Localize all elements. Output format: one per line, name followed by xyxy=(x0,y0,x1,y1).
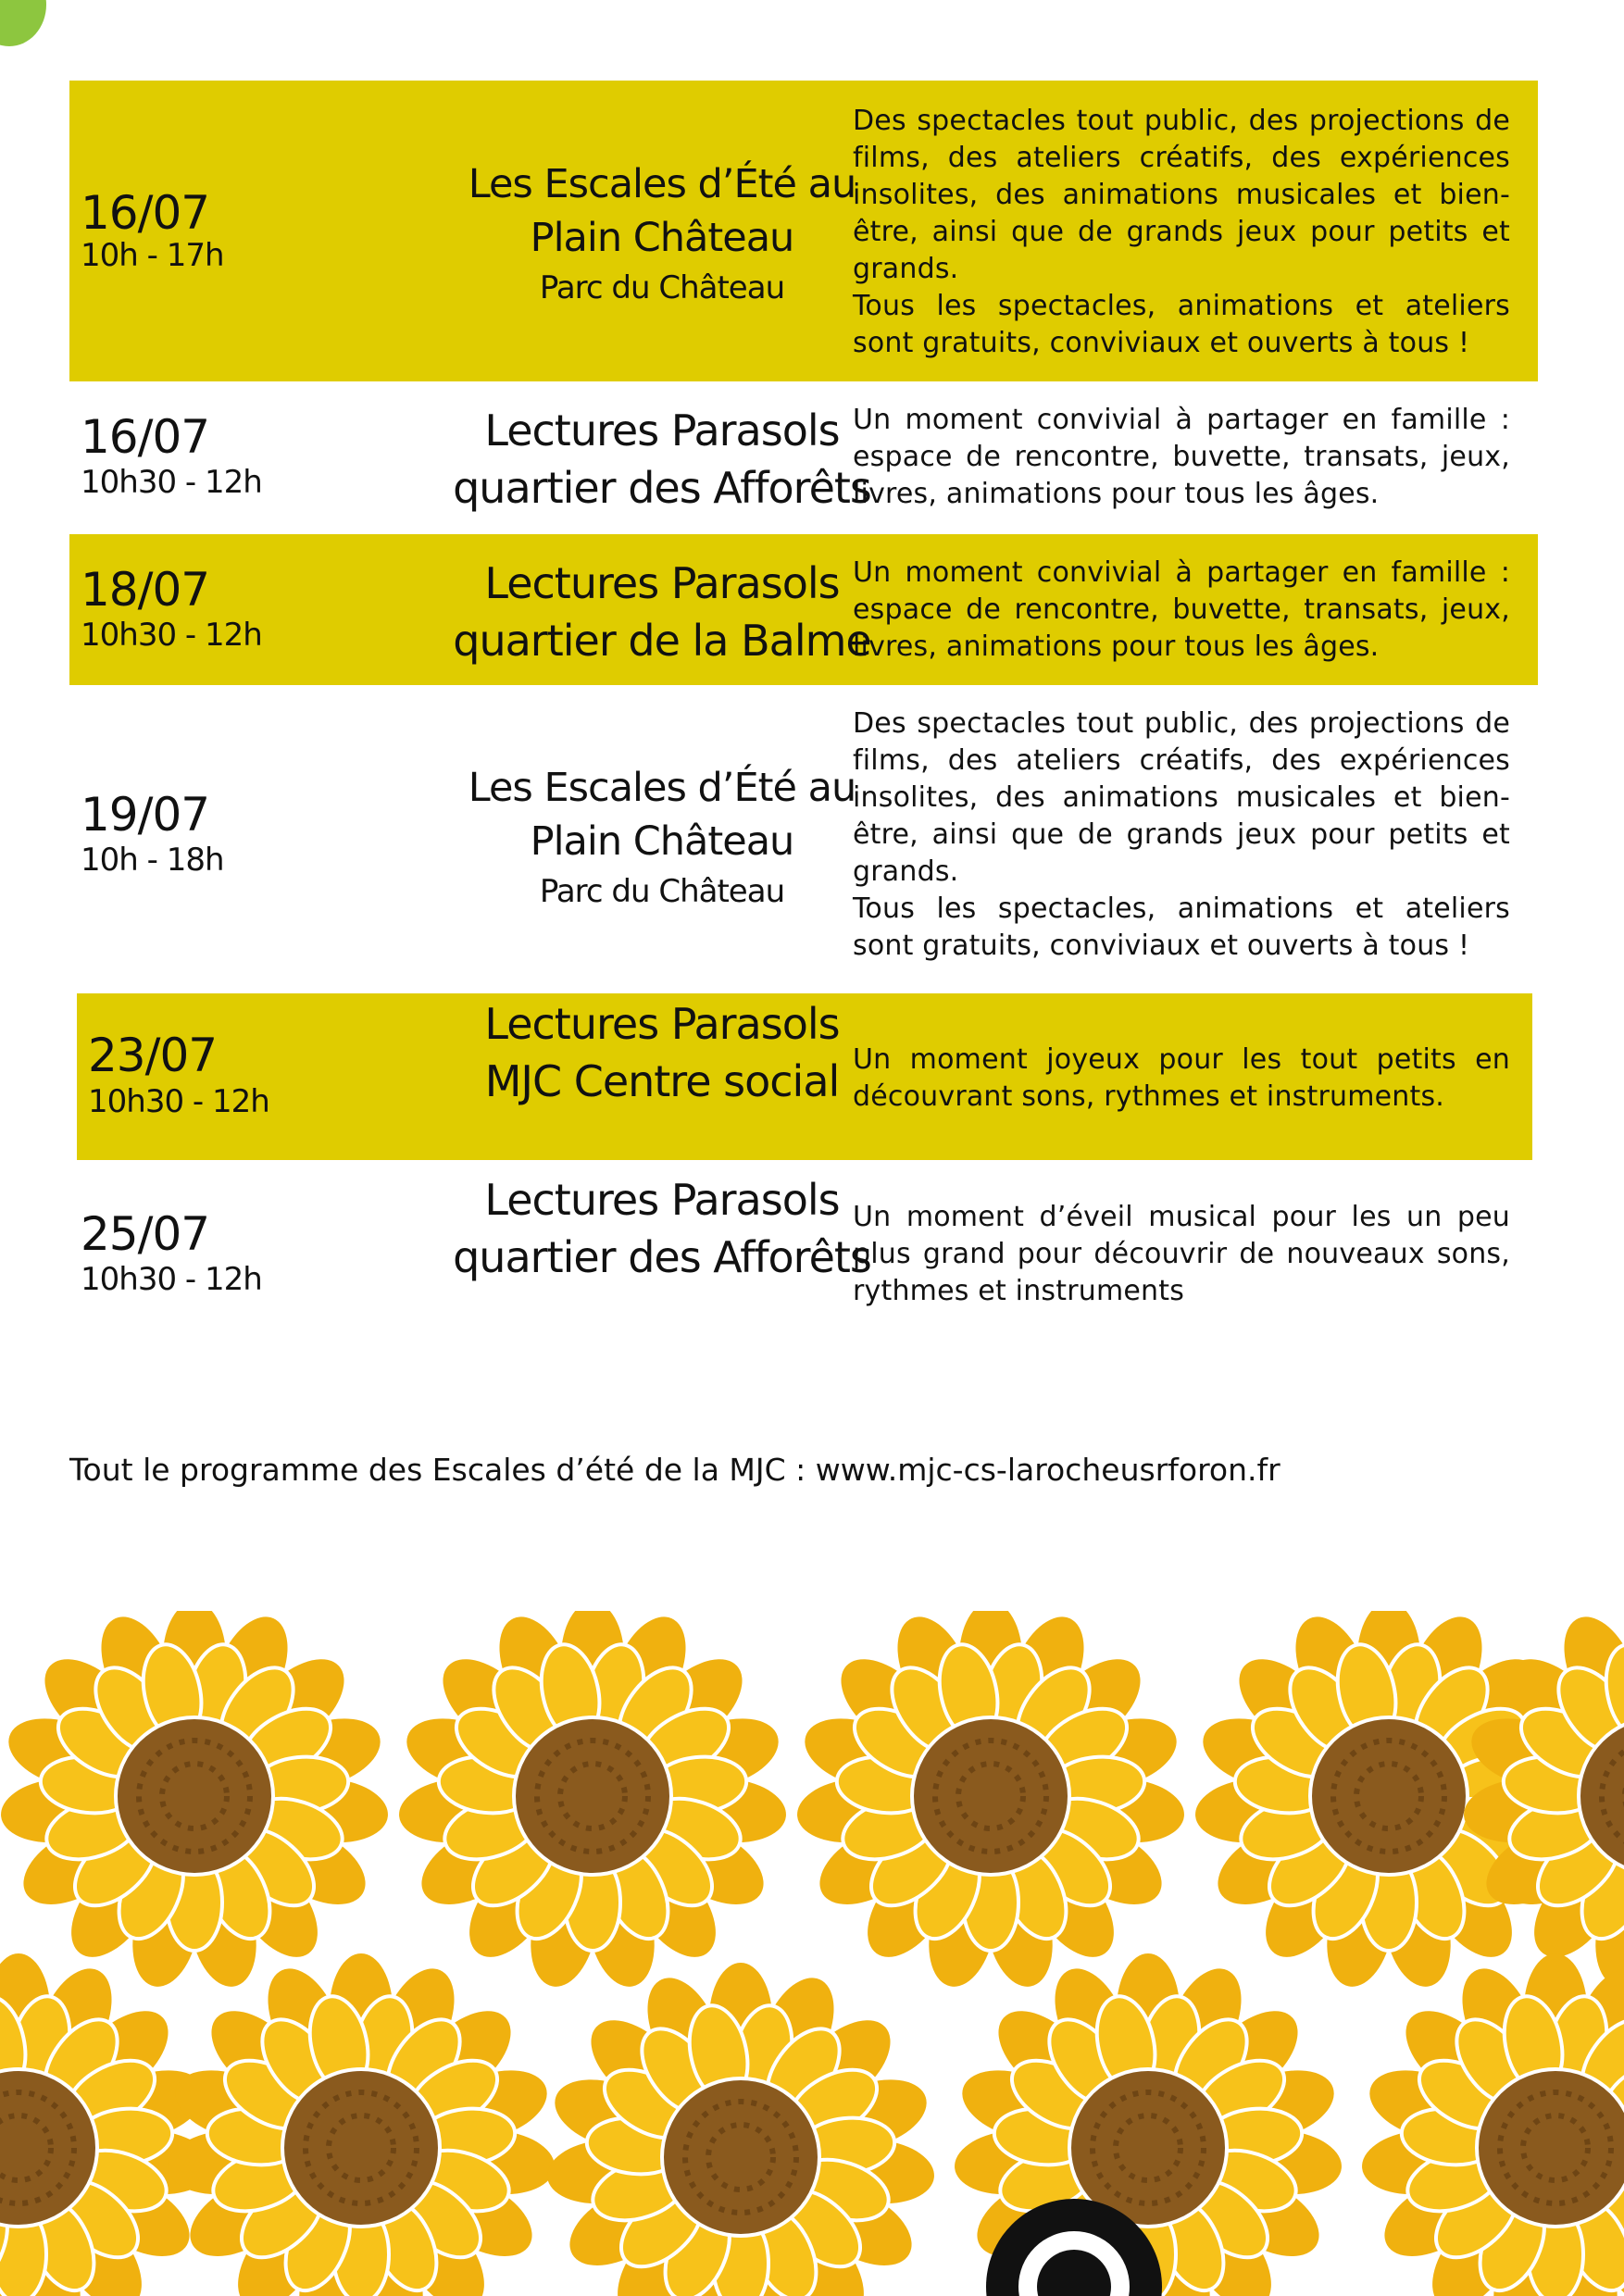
event-place: Parc du Château xyxy=(539,269,785,306)
event-title-line2: quartier de la Balme xyxy=(453,616,871,666)
event-title-line1: Les Escales d’Été au xyxy=(468,765,856,811)
schedule-row xyxy=(77,993,1532,1160)
event-date: 16/07 xyxy=(81,410,210,464)
event-time: 10h30 - 12h xyxy=(81,464,262,501)
sunflower-icon xyxy=(396,1611,790,1992)
schedule-row xyxy=(69,381,1538,534)
sunflower-icon xyxy=(794,1611,1188,1992)
event-title-line2: quartier des Afforêts xyxy=(453,1232,871,1282)
event-time: 10h - 17h xyxy=(81,237,224,274)
event-description: Un moment d’éveil musical pour les un peu plus grand pour découvrir de nouveaux sons, rythmes et instruments xyxy=(853,1201,1510,1307)
event-title-line2: Plain Château xyxy=(530,215,794,261)
event-title-line1: Lectures Parasols xyxy=(484,406,840,455)
event-time: 10h30 - 12h xyxy=(81,1261,262,1298)
event-description-text: Des spectacles tout public, des projections de films, des ateliers créatifs, des expériences insolites, des animations musicales et bien-être, ainsi que de grands jeux pour petits et grands. xyxy=(853,105,1510,285)
event-description xyxy=(853,103,1510,362)
sunflower-icon xyxy=(0,1953,215,2296)
event-date: 23/07 xyxy=(88,1029,218,1082)
event-time: 10h30 - 12h xyxy=(88,1083,269,1120)
event-title-line1: Lectures Parasols xyxy=(484,999,840,1049)
sunflower-icon xyxy=(1359,1953,1624,2296)
event-description: Un moment joyeux pour les tout petits en découvrant sons, rythmes et instruments. xyxy=(853,1043,1510,1113)
green-leaf-decoration xyxy=(0,0,46,46)
event-time: 10h - 18h xyxy=(81,842,224,879)
schedule-row xyxy=(69,685,1538,993)
event-title-line1: Lectures Parasols xyxy=(484,1175,840,1225)
event-description xyxy=(853,705,1510,965)
event-title-line1: Lectures Parasols xyxy=(484,558,840,608)
schedule-row xyxy=(69,1160,1538,1327)
event-date: 25/07 xyxy=(81,1207,210,1261)
event-date: 16/07 xyxy=(81,186,210,240)
event-place: Parc du Château xyxy=(539,873,785,910)
sunflower-icon xyxy=(544,1963,938,2296)
event-title-line2: Plain Château xyxy=(530,818,794,865)
event-description: Un moment convivial à partager en famille : espace de rencontre, buvette, transats, jeux, livres, animations pour tous les âges. xyxy=(853,404,1510,510)
event-description-note: Tous les spectacles, animations et ateliers sont gratuits, conviviaux et ouverts à tous ! xyxy=(853,892,1510,962)
event-time: 10h30 - 12h xyxy=(81,617,262,654)
event-title-line2: quartier des Afforêts xyxy=(453,463,871,513)
schedule-row xyxy=(69,81,1538,381)
sunflower-icon xyxy=(165,1953,558,2296)
event-description: Un moment convivial à partager en famille : espace de rencontre, buvette, transats, jeux, livres, animations pour tous les âges. xyxy=(853,556,1510,663)
footer-program-link: Tout le programme des Escales d’été de la MJC : www.mjc-cs-larocheusrforon.fr xyxy=(69,1452,1280,1488)
event-title-line2: MJC Centre social xyxy=(484,1056,840,1106)
event-description-text: Des spectacles tout public, des projections de films, des ateliers créatifs, des expériences insolites, des animations musicales et bien-être, ainsi que de grands jeux pour petits et grands. xyxy=(853,707,1510,888)
event-description-note: Tous les spectacles, animations et ateliers sont gratuits, conviviaux et ouverts à tous ! xyxy=(853,290,1510,359)
event-date: 18/07 xyxy=(81,563,210,617)
sunflower-decoration xyxy=(0,1611,1624,2296)
event-date: 19/07 xyxy=(81,788,210,842)
sunflower-icon xyxy=(0,1611,391,1992)
schedule-row xyxy=(69,534,1538,685)
event-title-line1: Les Escales d’Été au xyxy=(468,161,856,207)
